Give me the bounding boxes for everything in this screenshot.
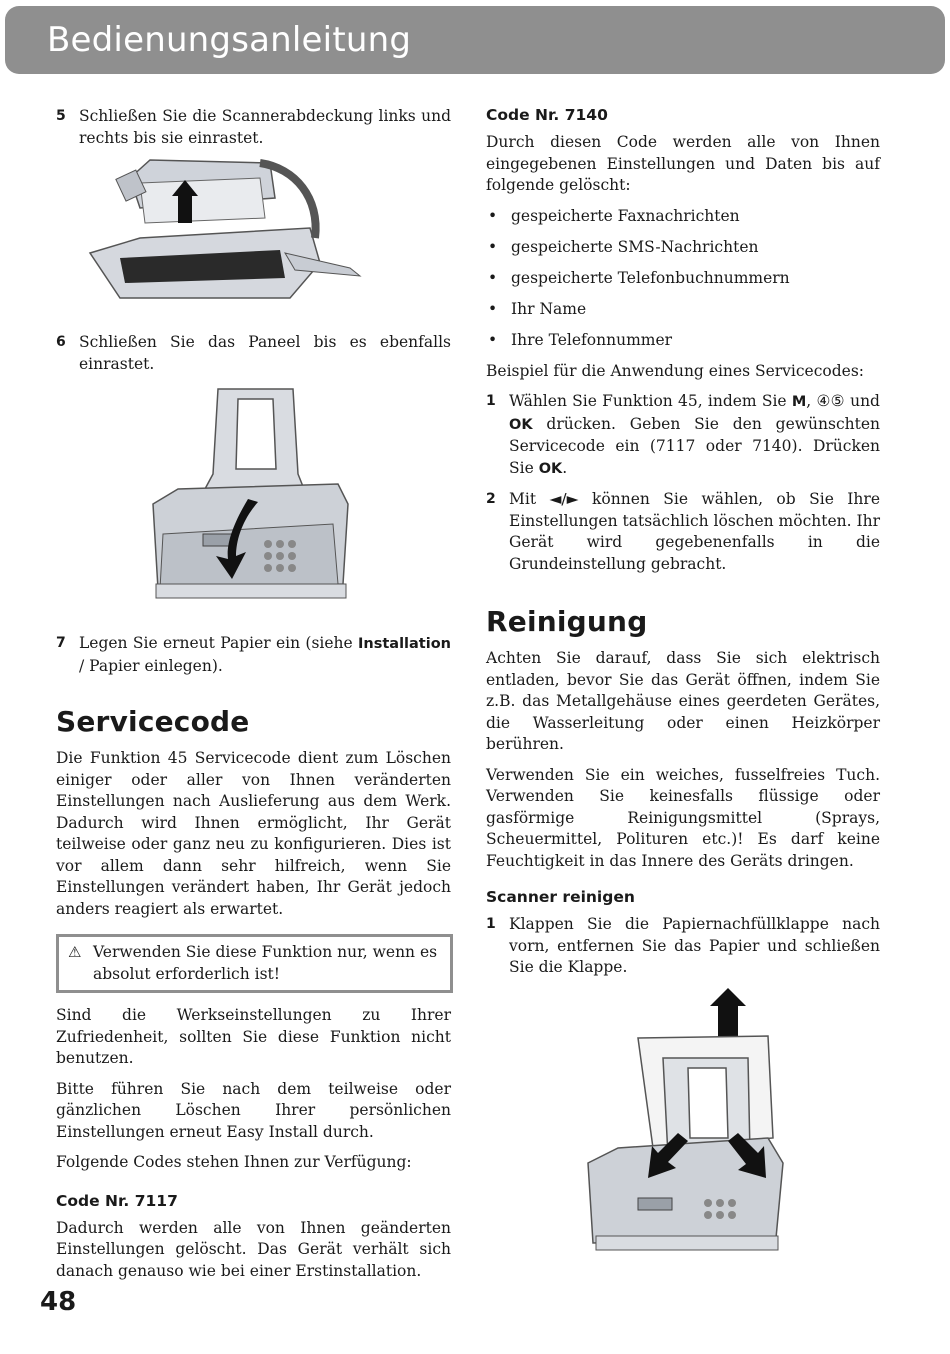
scanner-reinigen-heading: Scanner reinigen — [486, 888, 635, 906]
list-item: • gespeicherte SMS-Nachrichten — [488, 237, 759, 256]
arrow-keys-icon: ◄/► — [549, 490, 579, 508]
step-number: 1 — [486, 916, 496, 932]
list-item: • Ihr Name — [488, 299, 587, 318]
step-number: 7 — [56, 635, 66, 651]
code-7117-text: Dadurch werden alle von Ihnen geänderten Einstellungen gelöscht. Das Gerät verhält sich danach genauso wie bei einer Erstinstallation. — [56, 1218, 451, 1280]
warning-box — [56, 934, 453, 993]
scanner-step-1 — [486, 914, 880, 979]
page-header-title: Bedienungsanleitung — [47, 20, 412, 60]
step-number: 5 — [56, 108, 66, 124]
example-step-2 — [486, 489, 880, 575]
step-number: 1 — [486, 393, 496, 409]
installation-link-text: Installation — [358, 636, 451, 652]
step-text: Klappen Sie die Papiernachfüllklappe nach vorn, entfernen Sie das Papier und schließen Sie die Klappe. — [509, 915, 880, 976]
kept-data-list — [486, 206, 880, 352]
step-5 — [56, 106, 451, 149]
step-number: 6 — [56, 334, 66, 350]
scanner-cover-illustration — [80, 158, 380, 308]
code-7140-text: Durch diesen Code werden alle von Ihnen eingegebenen Einstellungen und Daten bis auf folgende gelöscht: — [486, 133, 880, 194]
example-text: Beispiel für die Anwendung eines Servicecodes: — [486, 361, 865, 380]
step-text: Schließen Sie das Paneel bis es ebenfalls einrastet. — [79, 333, 451, 373]
step-6 — [56, 332, 451, 375]
key-m: M — [791, 394, 807, 410]
reinigung-paragraph-1: Achten Sie darauf, dass Sie sich elektrisch entladen, bevor Sie das Gerät öffnen, indem Sie z.B. das Metallgehäuse eines geerdeten Gerätes, die Wasserleitung oder einen Heizkörper berühren. — [486, 649, 880, 753]
step-number: 2 — [486, 491, 496, 507]
step-7 — [56, 633, 451, 677]
step-text: Schließen Sie die Scannerabdeckung links und rechts bis sie einrastet. — [79, 107, 451, 147]
list-item: • gespeicherte Telefonbuchnummern — [488, 268, 790, 287]
code-7117-heading: Code Nr. 7117 — [56, 1191, 178, 1210]
right-column — [486, 106, 880, 1258]
list-item: • Ihre Telefonnummer — [488, 330, 673, 349]
list-item: • gespeicherte Faxnachrichten — [488, 206, 740, 225]
header-bar — [5, 6, 945, 74]
key-ok: OK — [509, 416, 533, 433]
reinigung-heading: Reinigung — [486, 605, 648, 638]
left-column — [56, 106, 451, 1291]
panel-close-illustration — [148, 384, 358, 609]
page-number: 48 — [40, 1287, 77, 1317]
reinigung-paragraph-2: Verwenden Sie ein weiches, fusselfreies Tuch. Verwenden Sie keinesfalls flüssige oder gasförmige Reinigungsmittel (Sprays, Scheuermittel, Polituren etc.)! Es darf keine Feuchtigkeit in das Innere des Geräts dringen. — [486, 765, 880, 870]
step-text: Legen Sie erneut Papier ein (siehe Installation / Papier einlegen). — [79, 634, 451, 675]
servicecode-intro: Die Funktion 45 Servicecode dient zum Löschen einiger oder aller von Ihnen veränderten Einstellungen nach Auslieferung aus dem Werk. Dadurch wird Ihnen ermöglicht, Ihr Gerät teilweise oder ganz neu zu konfigurieren. Dies ist vor allem dann sehr hilfreich, wenn Sie Einstellungen verändert haben, Ihr Gerät jedoch anders reagiert als erwartet. — [56, 749, 451, 918]
step-text: Wählen Sie Funktion 45, indem Sie M, ④⑤ und OK drücken. Geben Sie den gewünschten Servicecode ein (7117 oder 7140). Drücken Sie OK. — [509, 392, 880, 477]
warning-text: Verwenden Sie diese Funktion nur, wenn es absolut erforderlich ist! — [93, 943, 438, 983]
servicecode-heading: Servicecode — [56, 705, 250, 738]
key-ok: OK — [538, 460, 563, 477]
warning-icon: ⚠ — [68, 943, 82, 961]
paragraph-werkseinstellungen: Sind die Werkseinstellungen zu Ihrer Zufriedenheit, sollten Sie diese Funktion nicht benutzen. — [56, 1006, 451, 1067]
paragraph-codes: Folgende Codes stehen Ihnen zur Verfügung: — [56, 1153, 412, 1171]
step-text: Mit ◄/► können Sie wählen, ob Sie Ihre Einstellungen tatsächlich löschen möchten. Ihr Gerät wird gegebenenfalls in die Grundeinstellung gebracht. — [509, 490, 880, 573]
code-7140-heading: Code Nr. 7140 — [486, 106, 608, 124]
paragraph-easy-install: Bitte führen Sie nach dem teilweise oder gänzlichen Löschen Ihrer persönlichen Einstellungen erneut Easy Install durch. — [56, 1079, 451, 1141]
example-step-1 — [486, 391, 880, 480]
paper-removal-illustration — [578, 988, 788, 1258]
